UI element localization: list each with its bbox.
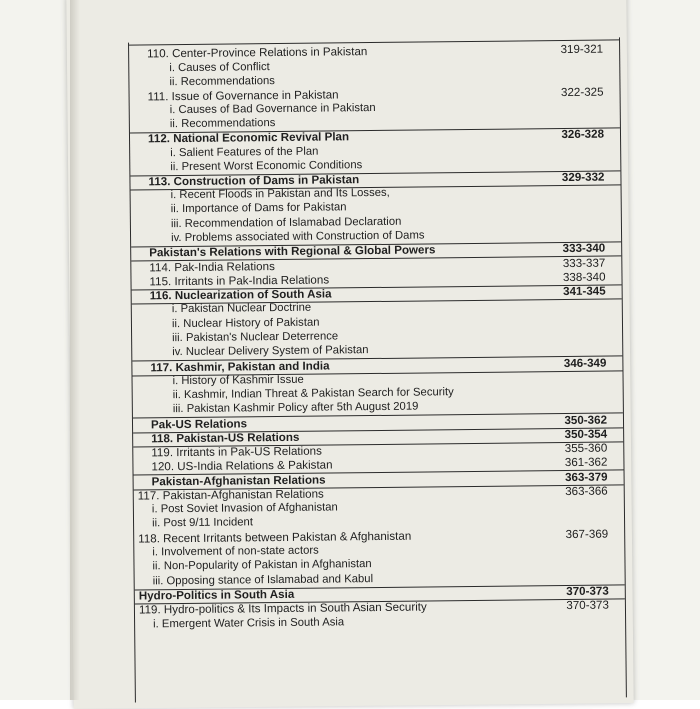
toc-page-range: 338-340 xyxy=(563,272,606,284)
toc-page-range: 367-369 xyxy=(566,529,609,541)
toc-title: iii. Recommendation of Islamabad Declaration xyxy=(171,217,402,231)
toc-title: Pakistan's Relations with Regional & Global Powers xyxy=(149,244,435,259)
toc-title: 117. Pakistan-Afghanistan Relations xyxy=(138,489,324,503)
toc-title: ii. Non-Popularity of Pakistan in Afghanistan xyxy=(152,559,371,573)
toc-page-range: 370-373 xyxy=(566,586,609,598)
toc-title: 110. Center-Province Relations in Pakistan xyxy=(147,46,367,60)
toc-title: ii. Recommendations xyxy=(170,118,276,130)
toc-title: iii. Opposing stance of Islamabad and Kabul xyxy=(153,574,374,588)
toc-page-range: 370-373 xyxy=(566,600,609,612)
toc-title: ii. Recommendations xyxy=(169,76,275,88)
toc-page-range: 319-321 xyxy=(560,44,603,56)
table-of-contents xyxy=(128,37,627,702)
toc-title: 118. Pakistan-US Relations xyxy=(151,432,299,445)
toc-title: ii. Present Worst Economic Conditions xyxy=(170,160,362,173)
toc-title: ii. Post 9/11 Incident xyxy=(152,517,253,529)
toc-title: ii. Kashmir, Indian Threat & Pakistan Search for Security xyxy=(173,387,454,401)
toc-title: ii. Importance of Dams for Pakistan xyxy=(171,202,347,215)
toc-page-range: 355-360 xyxy=(565,443,608,455)
toc-title: 113. Construction of Dams in Pakistan xyxy=(148,174,359,188)
toc-title: i. Causes of Conflict xyxy=(169,62,270,74)
page-gutter-shadow xyxy=(70,0,80,700)
toc-title: i. Emergent Water Crisis in South Asia xyxy=(153,617,344,630)
toc-title: Hydro-Politics in South Asia xyxy=(139,589,295,602)
toc-title: Pakistan-Afghanistan Relations xyxy=(152,475,326,488)
toc-page-range: 350-362 xyxy=(564,415,607,427)
toc-page-range: 333-340 xyxy=(563,243,606,255)
toc-title: i. Post Soviet Invasion of Afghanistan xyxy=(152,502,338,515)
toc-page-range: 329-332 xyxy=(562,172,605,184)
toc-title: 119. Hydro-politics & Its Impacts in South Asian Security xyxy=(139,601,427,616)
toc-title: i. Involvement of non-state actors xyxy=(152,546,319,559)
toc-page-range: 322-325 xyxy=(561,87,604,99)
toc-title: 120. US-India Relations & Pakistan xyxy=(151,459,332,472)
toc-page-range: 350-354 xyxy=(565,429,608,441)
toc-title: i. Pakistan Nuclear Doctrine xyxy=(172,303,312,316)
toc-title: 112. National Economic Revival Plan xyxy=(148,131,349,145)
toc-subitem xyxy=(135,614,625,632)
toc-title: iv. Nuclear Delivery System of Pakistan xyxy=(172,345,368,358)
toc-title: Pak-US Relations xyxy=(151,418,247,431)
toc-title: ii. Nuclear History of Pakistan xyxy=(172,318,320,331)
toc-title: 119. Irritants in Pak-US Relations xyxy=(151,446,322,459)
toc-title: i. Causes of Bad Governance in Pakistan xyxy=(170,103,376,116)
toc-page-range: 326-328 xyxy=(561,129,604,141)
toc-title: 117. Kashmir, Pakistan and India xyxy=(150,360,329,373)
toc-page-range: 361-362 xyxy=(565,457,608,469)
toc-page-range: 346-349 xyxy=(564,358,607,370)
toc-title: 114. Pak-India Relations xyxy=(149,261,275,274)
toc-title: 116. Nuclearization of South Asia xyxy=(150,288,332,301)
toc-title: i. Salient Features of the Plan xyxy=(170,147,318,160)
toc-page-range: 341-345 xyxy=(563,286,606,298)
toc-title: i. History of Kashmir Issue xyxy=(173,375,304,388)
toc-page-range: 333-337 xyxy=(563,258,606,270)
toc-page-range: 363-379 xyxy=(565,472,608,484)
toc-title: iii. Pakistan's Nuclear Deterrence xyxy=(172,331,338,344)
toc-title: iv. Problems associated with Construction of Dams xyxy=(171,230,425,244)
toc-title: 111. Issue of Governance in Pakistan xyxy=(148,89,339,103)
toc-page-range: 363-366 xyxy=(565,486,608,498)
toc-title: iii. Pakistan Kashmir Policy after 5th August 2019 xyxy=(173,402,419,416)
toc-title: i. Recent Floods in Pakistan and Its Losses, xyxy=(171,188,390,202)
toc-title: 115. Irritants in Pak-India Relations xyxy=(149,274,329,287)
toc-title: 118. Recent Irritants between Pakistan & Afghanistan xyxy=(138,531,411,545)
